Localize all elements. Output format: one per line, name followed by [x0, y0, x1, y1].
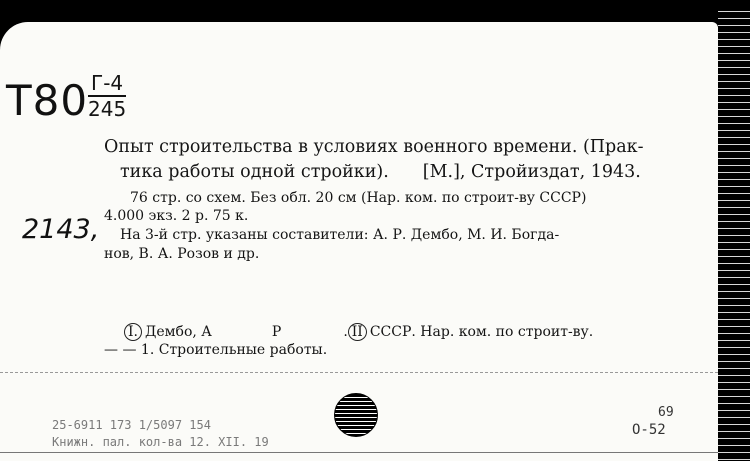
imprint-line-2: Книжн. пал. кол-ва 12. XII. 19: [52, 435, 269, 449]
scan-edge-strip: [718, 8, 750, 461]
separator-dot: .: [343, 324, 348, 340]
tracing-author: Дембо, А: [144, 324, 212, 340]
title-line-2: [120, 162, 641, 182]
card-code-bottom: O-52: [632, 422, 666, 438]
imprint-line-1: 25-6911 173 1/5097 154: [52, 418, 211, 432]
tracing-line: [124, 323, 593, 341]
tracing-corporate: СССР. Нар. ком. по строит-ву.: [369, 324, 594, 340]
catalog-card: [0, 22, 718, 461]
note-line-2: нов, В. А. Розов и др.: [104, 246, 260, 262]
publication-imprint: [М.], Стройиздат, 1943.: [422, 162, 641, 182]
classification-mark: T80: [6, 76, 89, 125]
accession-number: 2143,: [22, 214, 100, 245]
title-line-2-part-a: тика работы одной стройки).: [120, 162, 389, 182]
classification-denominator: 245: [88, 97, 127, 121]
collation-line-1: 76 стр. со схем. Без обл. 20 см (Нар. ком. по строит-ву СССР): [130, 190, 587, 206]
classification-fraction: [88, 73, 126, 119]
title-line-1: Опыт строительства в условиях военного времени. (Прак-: [104, 137, 644, 157]
classification-numerator: Г-4: [88, 73, 126, 97]
card-code-top: 69: [658, 405, 674, 420]
subject-dash: — —: [104, 342, 137, 358]
tracing-author-initial: Р: [271, 324, 282, 340]
roman-numeral-1: I.: [124, 323, 142, 341]
roman-numeral-2: II: [348, 323, 367, 341]
subject-heading: 1. Строительные работы.: [140, 342, 328, 358]
note-line-1: На 3-й стр. указаны составители: А. Р. Дембо, М. И. Богда-: [120, 227, 560, 243]
card-punch-hole: [334, 393, 378, 437]
card-bottom-rule: [0, 452, 718, 453]
collation-line-2: 4.000 экз. 2 р. 75 к.: [104, 208, 249, 224]
subject-line: [104, 342, 327, 358]
